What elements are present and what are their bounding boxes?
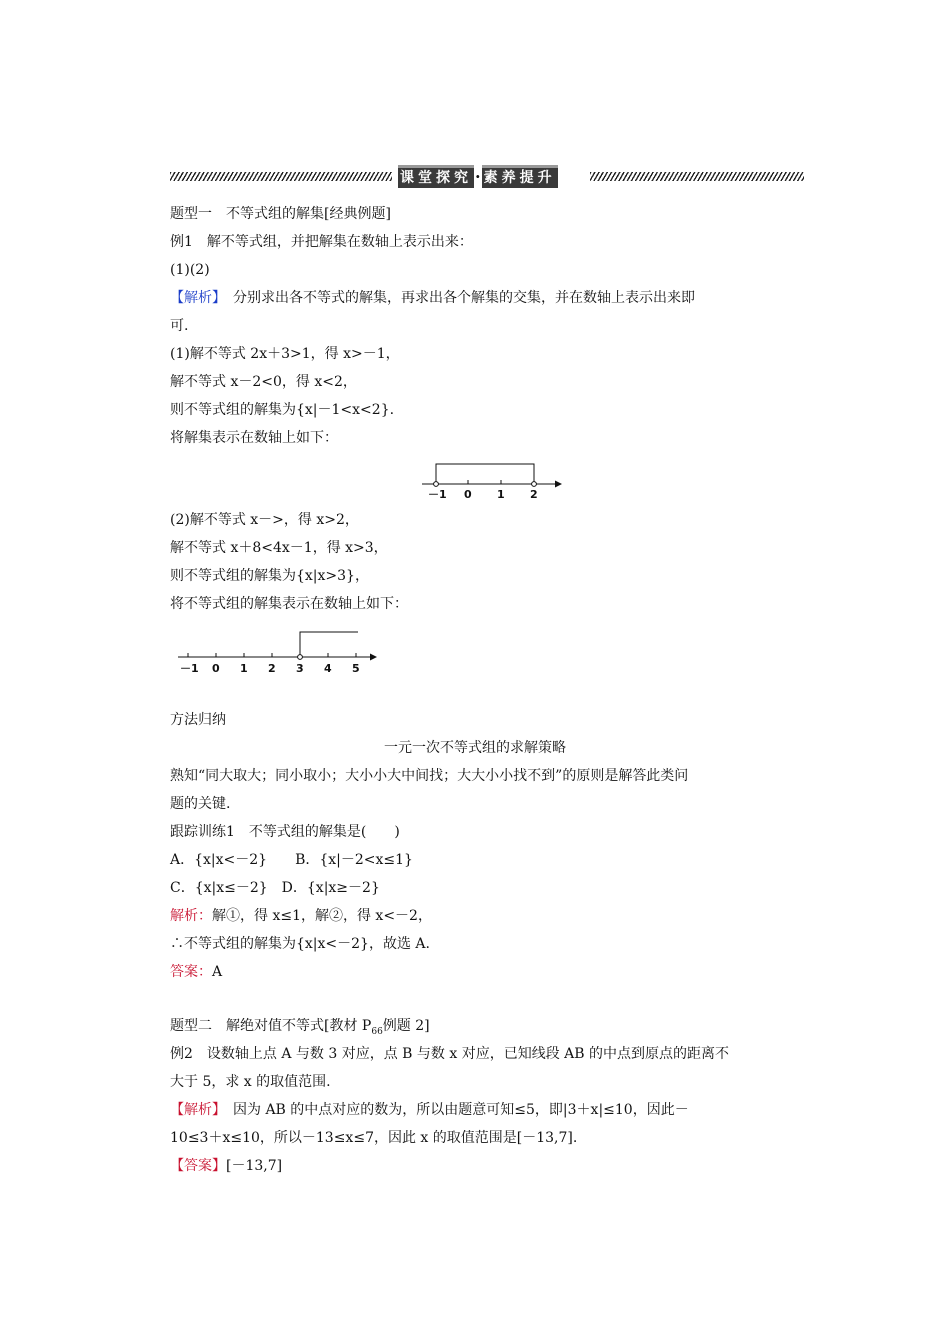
example2-line2: 大于 5，求 x 的取值范围. (170, 1074, 331, 1090)
solution1-line4: 将解集表示在数轴上如下： (170, 430, 338, 446)
practice-answer-tag: 答案： (170, 964, 212, 980)
axis2-label-2: 2 (268, 662, 276, 675)
practice-conclusion: ∴不等式组的解集为{x|x<－2}，故选 A. (170, 936, 430, 952)
banner-hatch-left (170, 172, 392, 181)
practice-analysis (170, 906, 432, 926)
solution2-line4: 将不等式组的解集表示在数轴上如下： (170, 596, 408, 612)
number-line-2 (176, 628, 386, 676)
banner-hatch-right (590, 172, 804, 181)
type2-heading-main: 题型二 解绝对值不等式[教材 P (170, 1018, 372, 1034)
method-heading: 方法归纳 (170, 712, 226, 728)
solution1-line3: 则不等式组的解集为{x|－1<x<2}. (170, 402, 395, 418)
solution2-line2: 解不等式 x＋8<4x－1，得 x>3， (170, 540, 388, 556)
banner-title (398, 163, 558, 189)
banner-part2: 素养提升 (482, 165, 558, 188)
practice-analysis-text: 解①，得 x≤1，解②，得 x<－2， (212, 908, 432, 924)
example2-answer-value: [－13,7] (226, 1158, 283, 1174)
solution1-line2: 解不等式 x－2<0，得 x<2， (170, 374, 357, 390)
method-text2: 题的关键. (170, 796, 231, 812)
example2-line1: 例2 设数轴上点 A 与数 3 对应，点 B 与数 x 对应，已知线段 AB 的中点到原点的距离不 (170, 1046, 730, 1062)
axis1-open-circle-right (532, 482, 537, 487)
example1-analysis (170, 288, 695, 308)
axis1-solution-bracket (436, 464, 534, 484)
example1-parts: (1)(2) (170, 262, 210, 278)
practice-question: 跟踪训练1 不等式组的解集是( ) (170, 824, 400, 840)
example2-analysis-l1: 因为 AB 的中点对应的数为，所以由题意可知≤5，即|3＋x|≤10，因此－ (219, 1102, 689, 1118)
axis2-open-circle (298, 655, 303, 660)
type2-heading-end: 例题 2] (382, 1018, 430, 1034)
axis2-label-neg1: －1 (180, 662, 199, 675)
axis2-arrow (370, 654, 377, 661)
practice-options-cd: C．{x|x≤－2} D．{x|x≥－2} (170, 880, 380, 896)
practice-analysis-tag: 解析： (170, 908, 212, 924)
type2-heading (170, 1016, 430, 1042)
axis1-arrow (555, 481, 562, 488)
axis2-label-3: 3 (296, 662, 304, 675)
example1-intro: 例1 解不等式组，并把解集在数轴上表示出来： (170, 234, 473, 250)
analysis-tag: 【解析】 (170, 290, 219, 306)
axis1-open-circle-left (434, 482, 439, 487)
example2-answer (170, 1156, 282, 1176)
solution2-line3: 则不等式组的解集为{x|x>3}， (170, 568, 369, 584)
practice-answer (170, 962, 222, 982)
banner-part1: 课堂探究 (398, 165, 474, 188)
type1-heading: 题型一 不等式组的解集[经典例题] (170, 206, 391, 222)
axis2-label-5: 5 (352, 662, 360, 675)
solution1-line1: (1)解不等式 2x＋3>1，得 x>－1， (170, 346, 400, 362)
solution2-line1: (2)解不等式 x－>，得 x>2， (170, 512, 359, 528)
axis1-label-2: 2 (530, 488, 538, 500)
example2-answer-tag: 【答案】 (170, 1158, 226, 1174)
section-banner (170, 163, 804, 189)
practice-options-ab: A．{x|x<－2} B．{x|－2<x≤1} (170, 852, 413, 868)
practice-answer-value: A (212, 964, 223, 980)
method-text1: 熟知“同大取大；同小取小；大小小大中间找；大大小小找不到”的原则是解答此类问 (170, 768, 689, 784)
method-title: 一元一次不等式组的求解策略 (384, 740, 566, 756)
axis1-label-1: 1 (497, 488, 505, 500)
example1-analysis-cont: 可. (170, 318, 189, 334)
axis2-label-0: 0 (212, 662, 220, 675)
type2-heading-sub: 66 (371, 1026, 383, 1037)
axis1-label-0: 0 (464, 488, 472, 500)
example2-analysis (170, 1100, 689, 1120)
axis2-label-1: 1 (240, 662, 248, 675)
axis1-label-neg1: －1 (428, 488, 447, 500)
analysis-text: 分别求出各不等式的解集，再求出各个解集的交集，并在数轴上表示出来即 (219, 290, 695, 306)
axis2-label-4: 4 (324, 662, 332, 675)
example2-analysis-tag: 【解析】 (170, 1102, 219, 1118)
banner-dot: · (475, 166, 481, 186)
number-line-1 (420, 460, 565, 500)
axis2-solution-bracket (300, 632, 358, 657)
example2-analysis-l2: 10≤3＋x≤10，所以－13≤x≤7，因此 x 的取值范围是[－13,7]. (170, 1130, 578, 1146)
